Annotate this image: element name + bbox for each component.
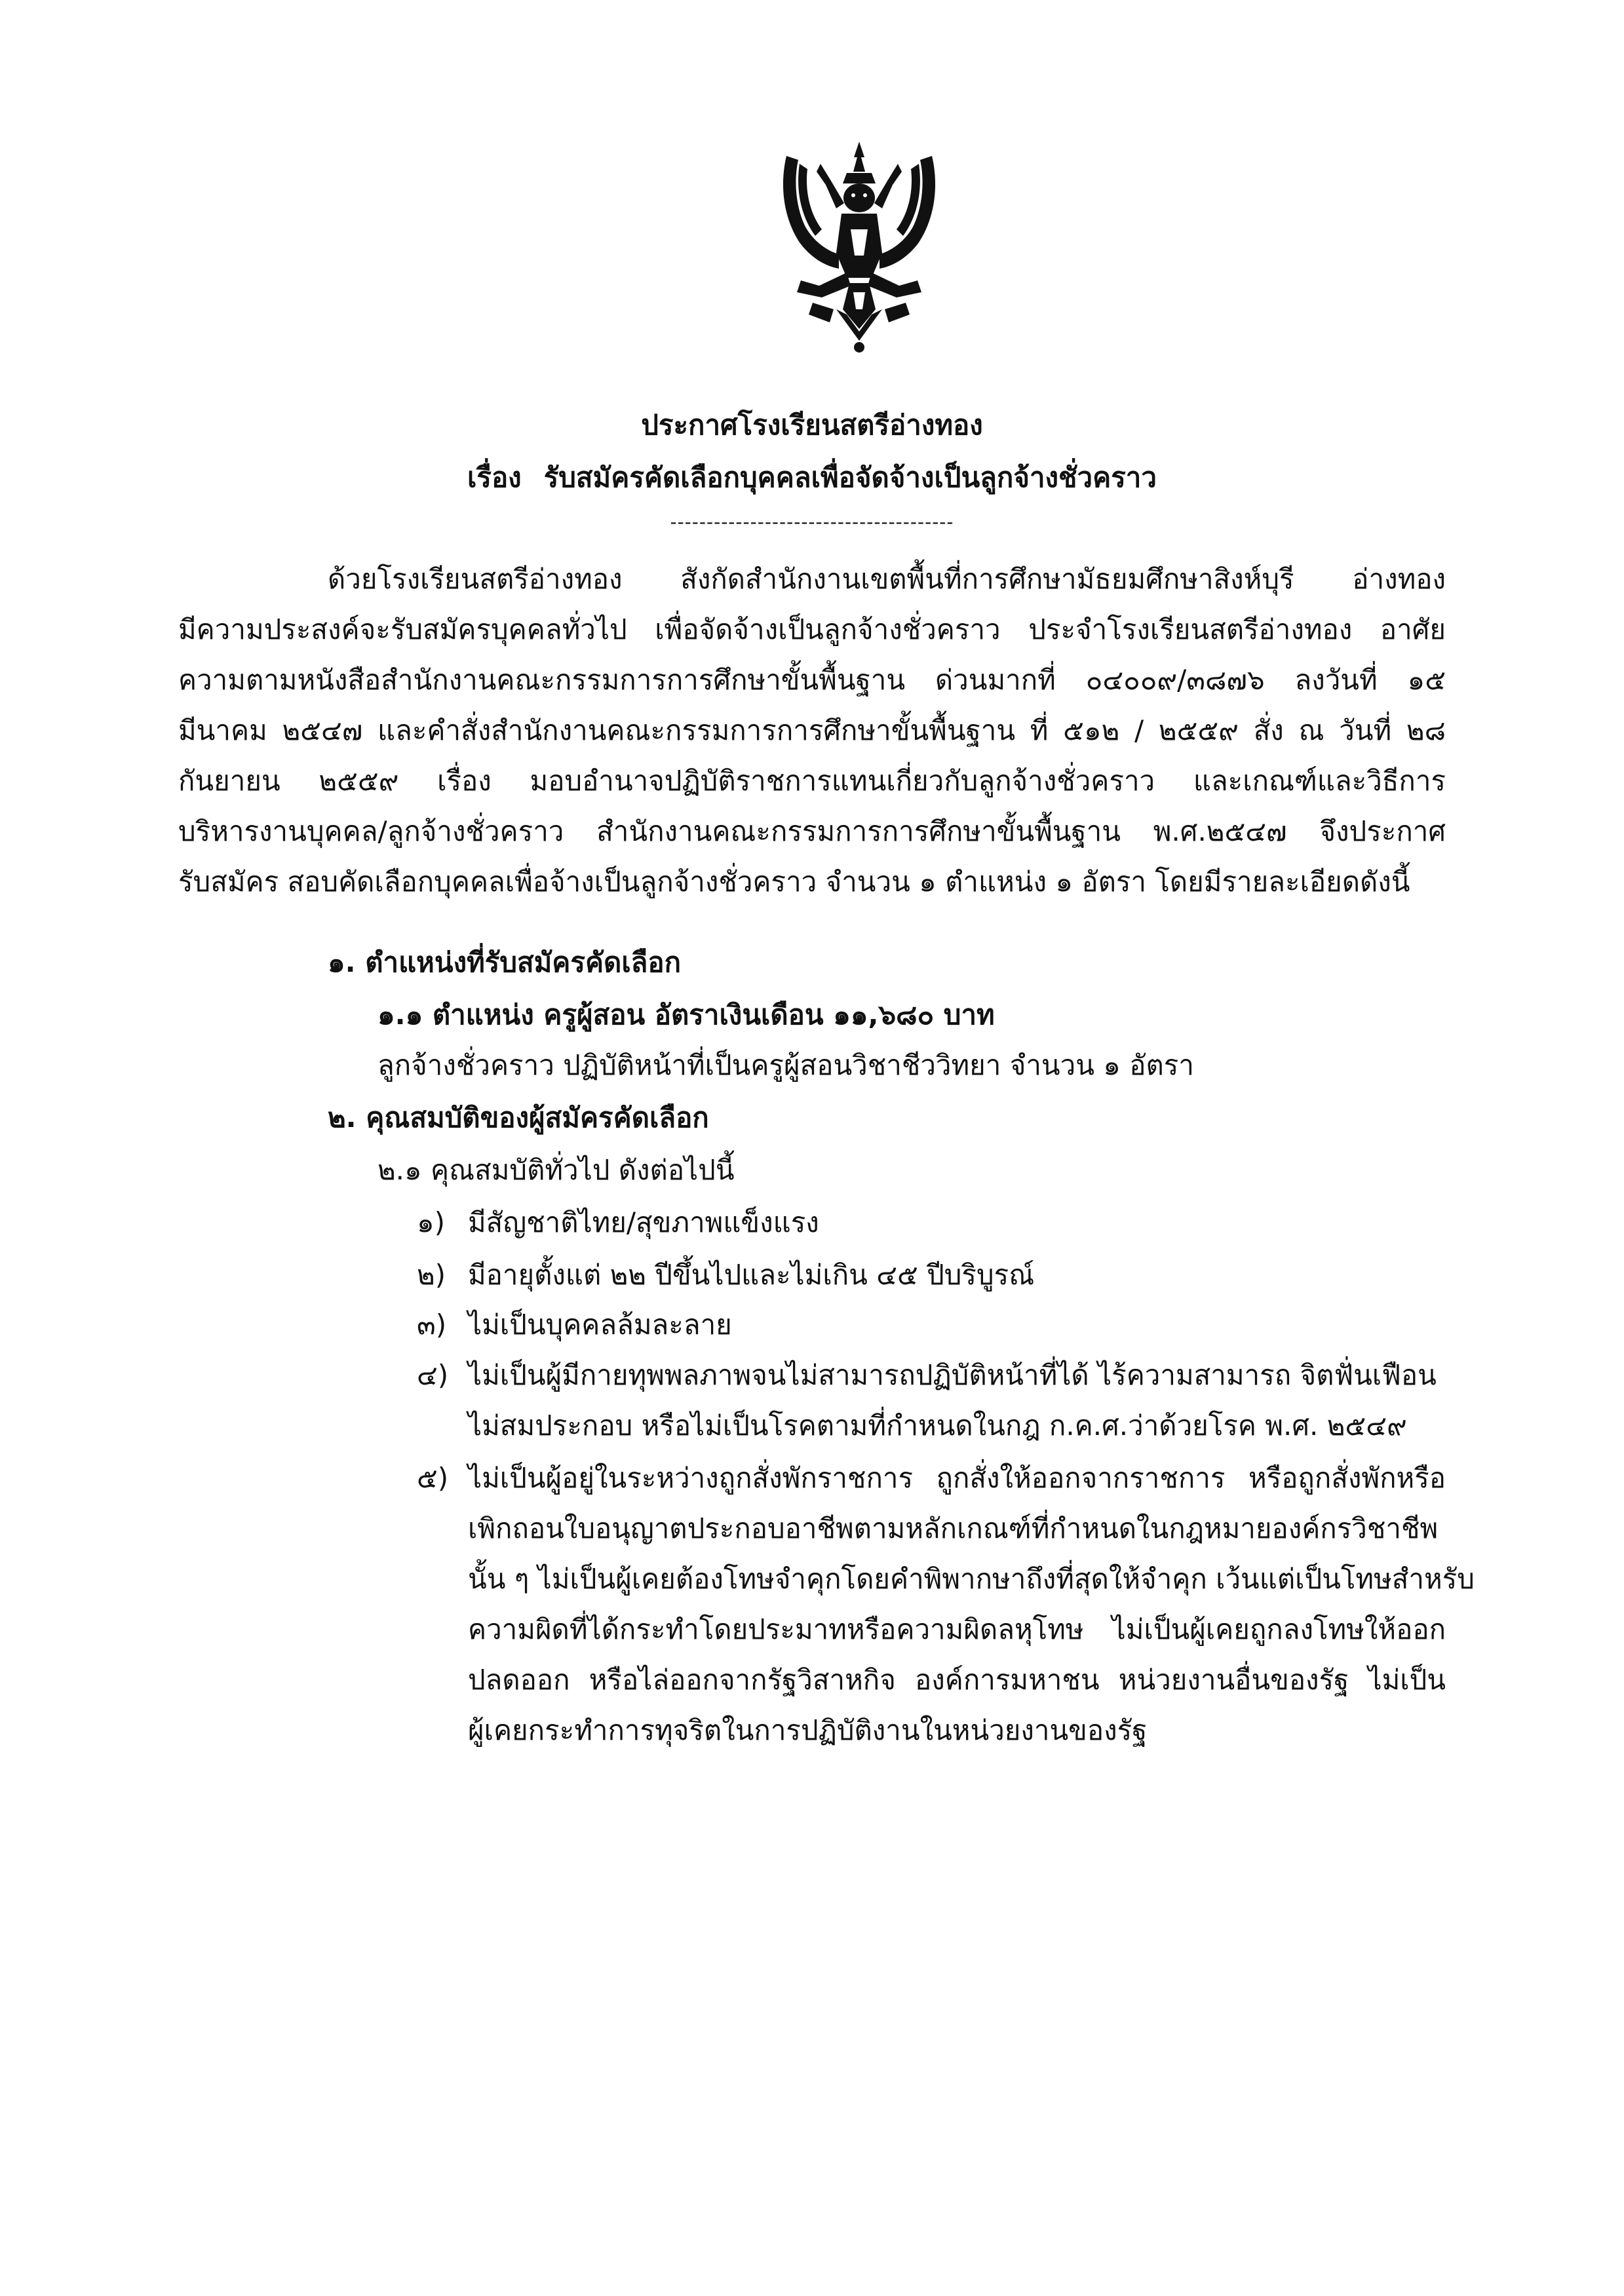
qualification-item: ไม่เป็นผู้มีกายทุพพลภาพจนไม่สามารถปฏิบัติหน้าที่ได้ ไร้ความสามารถ จิตฟั่นเฟือน [468,1359,1437,1391]
intro-line: กันยายน ๒๕๕๙ เรื่อง มอบอำนาจปฏิบัติราชการแทนเกี่ยวกับลูกจ้างชั่วคราว และเกณฑ์และวิธีการ [178,765,1446,797]
intro-line: ด้วยโรงเรียนสตรีอ่างทอง สังกัดสำนักงานเขตพื้นที่การศึกษามัธยมศึกษาสิงห์บุรี อ่างทอง [328,563,1446,595]
section2-subheading: ๒.๑ คุณสมบัติทั่วไป ดังต่อไปนี้ [377,1154,735,1186]
item-number: ๓) [417,1309,447,1341]
qualification-item: ปลดออก หรือไล่ออกจากรัฐวิสาหกิจ องค์การมหาชน หน่วยงานอื่นของรัฐ ไม่เป็น [468,1664,1446,1696]
qualification-item: เพิกถอนใบอนุญาตประกอบอาชีพตามหลักเกณฑ์ที่กำหนดในกฎหมายองค์กรวิชาชีพ [468,1512,1439,1544]
garuda-emblem-icon [773,138,945,354]
qualification-item: ผู้เคยกระทำการทุจริตในการปฏิบัติงานในหน่วยงานของรัฐ [468,1714,1148,1746]
qualification-item: มีสัญชาติไทย/สุขภาพแข็งแรง [468,1206,819,1238]
document-title: ประกาศโรงเรียนสตรีอ่างทอง [641,409,983,441]
document-subject [0,459,1624,497]
intro-line: มีนาคม ๒๕๔๗ และคำสั่งสำนักงานคณะกรรมการการศึกษาขั้นพื้นฐาน ที่ ๕๑๒ / ๒๕๕๙ สั่ง ณ วันที่ ๒๘ [178,714,1446,746]
item-number: ๒) [417,1259,446,1291]
subject-text: รับสมัครคัดเลือกบุคคลเพื่อจัดจ้างเป็นลูกจ้างชั่วคราว [543,461,1157,493]
separator-line: --------------------------------------- [670,511,954,533]
item-number: ๔) [417,1359,449,1391]
intro-line: มีความประสงค์จะรับสมัครบุคคลทั่วไป เพื่อจัดจ้างเป็นลูกจ้างชั่วคราว ประจำโรงเรียนสตรีอ่างทอง อาศัย [178,613,1446,645]
intro-line: รับสมัคร สอบคัดเลือกบุคคลเพื่อจ้างเป็นลูกจ้างชั่วคราว จำนวน ๑ ตำแหน่ง ๑ อัตรา โดยมีรายละเอียดดังนี้ [178,866,1410,898]
qualification-item: มีอายุตั้งแต่ ๒๒ ปีขึ้นไปและไม่เกิน ๔๕ ปีบริบูรณ์ [468,1259,1035,1291]
section1-detail: ลูกจ้างชั่วคราว ปฏิบัติหน้าที่เป็นครูผู้สอนวิชาชีววิทยา จำนวน ๑ อัตรา [377,1049,1194,1081]
qualification-item: ไม่เป็นผู้อยู่ในระหว่างถูกสั่งพักราชการ ถูกสั่งให้ออกจากราชการ หรือถูกสั่งพักหรือ [468,1462,1446,1494]
item-number: ๑) [417,1206,446,1238]
qualification-item: นั้น ๆ ไม่เป็นผู้เคยต้องโทษจำคุกโดยคำพิพากษาถึงที่สุดให้จำคุก เว้นแต่เป็นโทษสำหรับ [468,1563,1475,1595]
intro-line: ความตามหนังสือสำนักงานคณะกรรมการการศึกษาขั้นพื้นฐาน ด่วนมากที่ ๐๔๐๐๙/๓๘๗๖ ลงวันที่ ๑๕ [178,664,1446,696]
qualification-item: ไม่สมประกอบ หรือไม่เป็นโรคตามที่กำหนดในกฎ ก.ค.ศ.ว่าด้วยโรค พ.ศ. ๒๕๔๙ [468,1409,1407,1442]
subject-label: เรื่อง [467,461,522,493]
section1-subheading: ๑.๑ ตำแหน่ง ครูผู้สอน อัตราเงินเดือน ๑๑,๖๘๐ บาท [377,999,995,1031]
section1-heading: ๑. ตำแหน่งที่รับสมัครคัดเลือก [328,946,682,978]
section2-heading: ๒. คุณสมบัติของผู้สมัครคัดเลือก [328,1101,709,1134]
qualification-item: ไม่เป็นบุคคลล้มละลาย [468,1309,732,1341]
qualification-item: ความผิดที่ได้กระทำโดยประมาทหรือความผิดลหุโทษ ไม่เป็นผู้เคยถูกลงโทษให้ออก [468,1613,1446,1645]
intro-line: บริหารงานบุคคล/ลูกจ้างชั่วคราว สำนักงานคณะกรรมการการศึกษาขั้นพื้นฐาน พ.ศ.๒๕๔๗ จึงประกาศ [178,815,1446,847]
item-number: ๕) [417,1462,449,1494]
